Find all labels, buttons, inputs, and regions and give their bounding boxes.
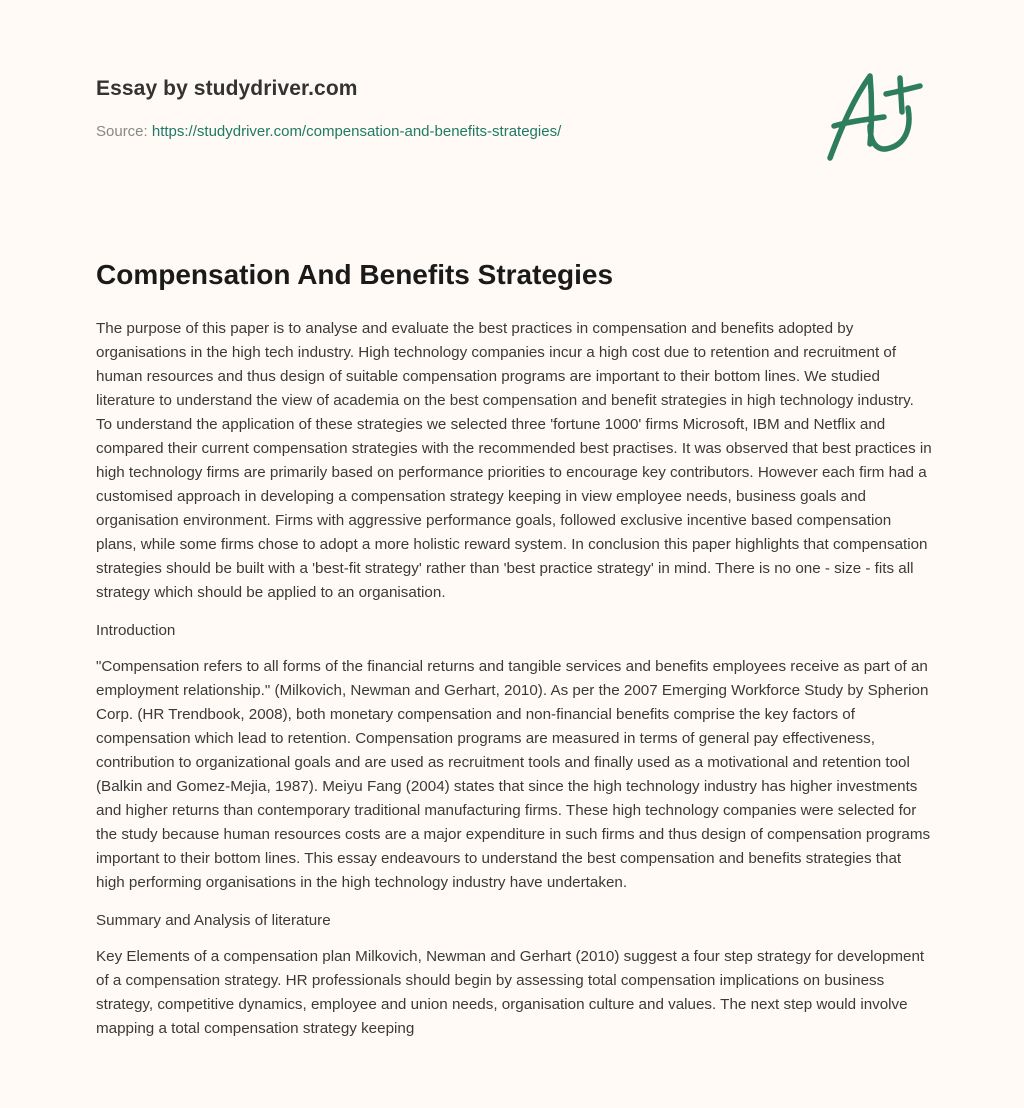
a-plus-grade-icon <box>820 64 930 164</box>
introduction-paragraph: "Compensation refers to all forms of the financial returns and tangible services and benefits employees receive as part of an employment relationship." (Milkovich, Newman and Gerhart, 2010). As per the 2007 Emerging Workforce Study by Spherion Corp. (HR Trendbook, 2008), both monetary compensation and non-financial benefits comprise the key factors of compensation which lead to retention. Compensation programs are measured in terms of general pay effectiveness, contribution to organizational goals and are used as recruitment tools and finally used as a motivational and retention tool (Balkin and Gomez-Mejia, 1987). Meiyu Fang (2004) states that since the high technology industry has higher investments and higher returns than contemporary traditional manufacturing firms. These high technology companies were selected for the study because human resources costs are a major expenditure in such firms and thus design of compensation programs important to their bottom lines. This essay endeavours to understand the best compensation and benefits strategies that high performing organisations in the high technology industry have undertaken. <box>96 658 931 891</box>
source-line <box>96 122 796 142</box>
essay-title: Compensation And Benefits Strategies <box>96 259 614 290</box>
source-link[interactable]: https://studydriver.com/compensation-and-benefits-strategies/ <box>151 123 562 140</box>
abstract-paragraph: The purpose of this paper is to analyse and evaluate the best practices in compensation and benefits adopted by organisations in the high tech industry. High technology companies incur a high cost due to retention and recruitment of human resources and thus design of suitable compensation programs are important to their bottom lines. We studied literature to understand the view of academia on the best compensation and benefit strategies in high technology industry. To understand the application of these strategies we selected three 'fortune 1000' firms Microsoft, IBM and Netflix and compared their current compensation strategies with the recommended best practises. It was observed that best practices in high technology firms are primarily based on performance priorities to encourage key contributors. However each firm had a customised approach in developing a compensation strategy keeping in view employee needs, business goals and organisation environment. Firms with aggressive performance goals, followed exclusive incentive based compensation plans, while some firms chose to adopt a more holistic reward system. In conclusion this paper highlights that compensation strategies should be built with a 'best-fit strategy' rather than 'best practice strategy' in mind. There is no one - size - fits all strategy which should be applied to an organisation. <box>96 320 932 601</box>
site-title: Essay by studydriver.com <box>96 77 358 100</box>
essay-content <box>96 255 932 1055</box>
section-heading-summary: Summary and Analysis of literature <box>96 912 331 929</box>
summary-paragraph: Key Elements of a compensation plan Milkovich, Newman and Gerhart (2010) suggest a four step strategy for development of a compensation strategy. HR professionals should begin by assessing total compensation implications on business strategy, competitive dynamics, employee and union needs, organisation culture and values. The next step would involve mapping a total compensation strategy keeping <box>96 948 925 1037</box>
source-label: Source: <box>96 123 152 140</box>
section-heading-introduction: Introduction <box>96 622 176 639</box>
page-header <box>96 74 796 142</box>
